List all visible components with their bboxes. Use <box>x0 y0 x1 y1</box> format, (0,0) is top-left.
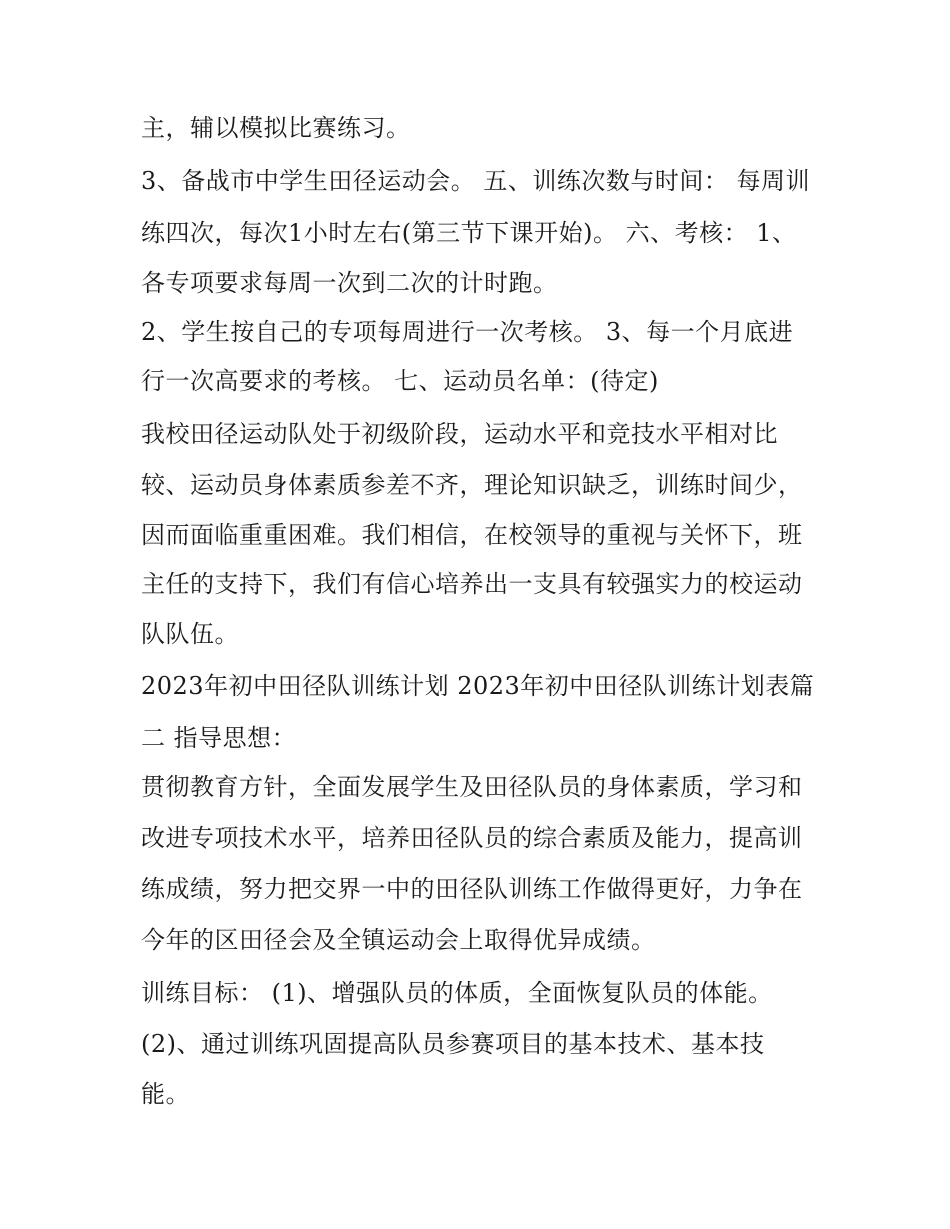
text-line: (2)、通过训练巩固提高队员参赛项目的基本技术、基本技 <box>141 1030 765 1058</box>
text-line: 今年的区田径会及全镇运动会上取得优异成绩。 <box>141 926 656 954</box>
text-line: 行一次高要求的考核。 七、运动员名单：(待定) <box>141 367 659 395</box>
text-line: 各专项要求每周一次到二次的计时跑。 <box>141 269 558 297</box>
text-line: 我校田径运动队处于初级阶段，运动水平和竞技水平相对比 <box>141 420 778 448</box>
text-line: 主，辅以模拟比赛练习。 <box>141 114 411 142</box>
text-line: 练成绩，努力把交界一中的田径队训练工作做得更好，力争在 <box>141 875 803 903</box>
text-line: 2、学生按自己的专项每周进行一次考核。 3、每一个月底进 <box>141 318 794 346</box>
text-line: 较、运动员身体素质参差不齐，理论知识缺乏，训练时间少， <box>141 471 803 499</box>
text-line: 主任的支持下，我们有信心培养出一支具有较强实力的校运动 <box>141 570 803 598</box>
text-line: 改进专项技术水平，培养田径队员的综合素质及能力，提高训 <box>141 824 803 852</box>
text-line: 贯彻教育方针，全面发展学生及田径队员的身体素质，学习和 <box>141 773 803 801</box>
text-line: 因而面临重重困难。我们相信，在校领导的重视与关怀下，班 <box>141 521 803 549</box>
text-line: 2023年初中田径队训练计划 2023年初中田径队训练计划表篇 <box>141 672 815 700</box>
text-line: 队队伍。 <box>141 620 239 648</box>
text-line: 能。 <box>141 1080 190 1108</box>
text-line: 3、备战市中学生田径运动会。 五、训练次数与时间： 每周训 <box>141 167 811 195</box>
text-line: 训练目标： (1)、增强队员的体质，全面恢复队员的体能。 <box>141 979 773 1007</box>
text-line: 二 指导思想： <box>141 724 297 752</box>
text-line: 练四次，每次1小时左右(第三节下课开始)。 六、考核： 1、 <box>141 219 797 247</box>
